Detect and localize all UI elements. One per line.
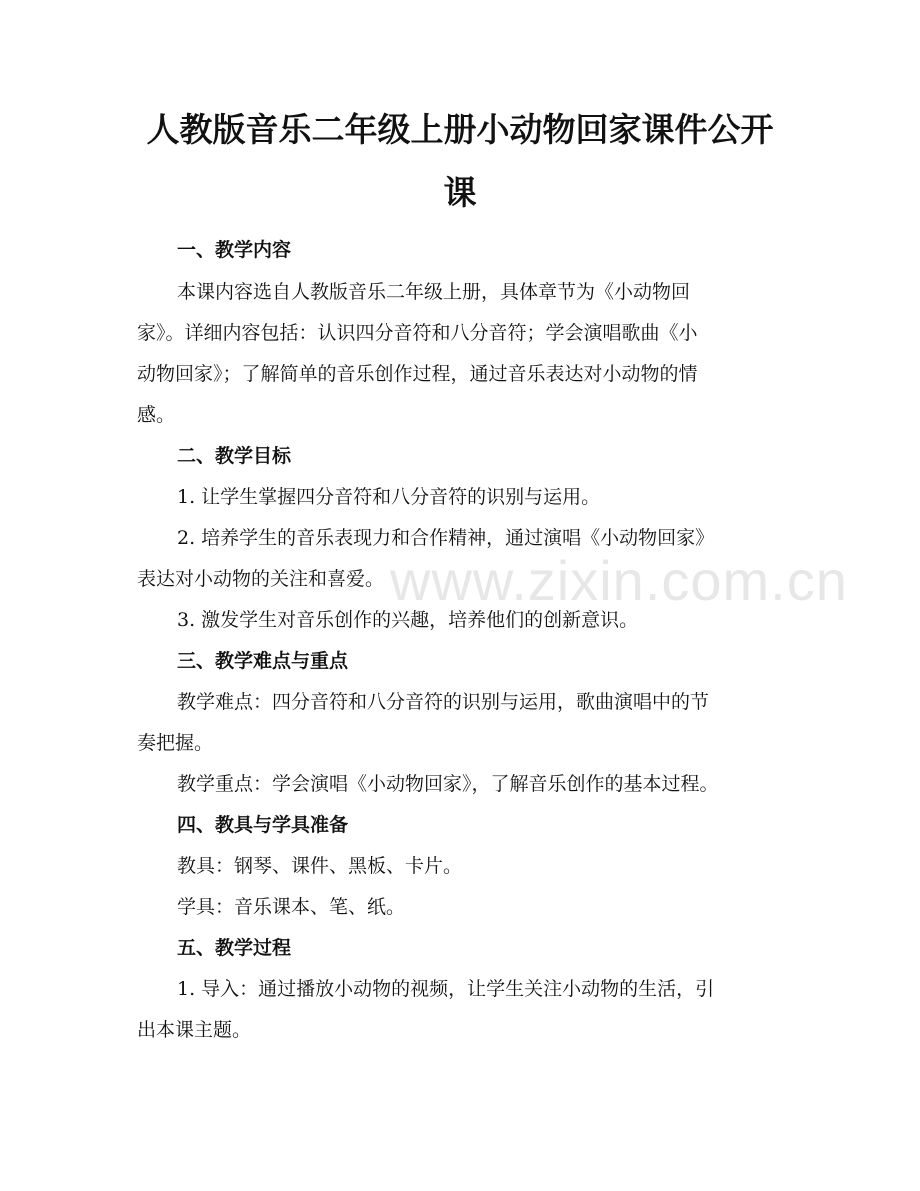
paragraph-line: 奏把握。 — [137, 732, 214, 754]
paragraph-line: 家》。详细内容包括：认识四分音符和八分音符；学会演唱歌曲《小 — [137, 322, 698, 344]
section-heading-process: 五、教学过程 — [177, 937, 292, 959]
watermark: www.zixin.com.cn — [390, 549, 848, 612]
paragraph-line: 教学重点：学会演唱《小动物回家》，了解音乐创作的基本过程。 — [177, 773, 719, 795]
paragraph-line: 学具：音乐课本、笔、纸。 — [177, 896, 406, 918]
section-heading-materials: 四、教具与学具准备 — [177, 814, 349, 836]
list-item: 2. 培养学生的音乐表现力和合作精神，通过演唱《小动物回家》 — [177, 527, 715, 549]
section-heading-content: 一、教学内容 — [177, 239, 292, 261]
list-item: 1. 导入：通过播放小动物的视频，让学生关注小动物的生活，引 — [177, 978, 715, 1000]
paragraph-line: 本课内容选自人教版音乐二年级上册，具体章节为《小动物回 — [177, 281, 691, 303]
list-item: 3. 激发学生对音乐创作的兴趣，培养他们的创新意识。 — [177, 609, 639, 631]
section-heading-goals: 二、教学目标 — [177, 445, 292, 467]
paragraph-line: 教具：钢琴、课件、黑板、卡片。 — [177, 855, 463, 877]
list-item-continuation: 表达对小动物的关注和喜爱。 — [137, 568, 385, 590]
document-title-line-2: 课 — [443, 173, 477, 212]
paragraph-line: 教学难点：四分音符和八分音符的识别与运用，歌曲演唱中的节 — [177, 691, 710, 713]
document-title-line-1: 人教版音乐二年级上册小动物回家课件公开 — [146, 110, 774, 149]
list-item: 1. 让学生掌握四分音符和八分音符的识别与运用。 — [177, 486, 601, 508]
list-item-continuation: 出本课主题。 — [137, 1019, 252, 1041]
paragraph-line: 感。 — [137, 404, 176, 426]
paragraph-line: 动物回家》；了解简单的音乐创作过程，通过音乐表达对小动物的情 — [137, 363, 698, 385]
section-heading-key-points: 三、教学难点与重点 — [177, 650, 349, 672]
